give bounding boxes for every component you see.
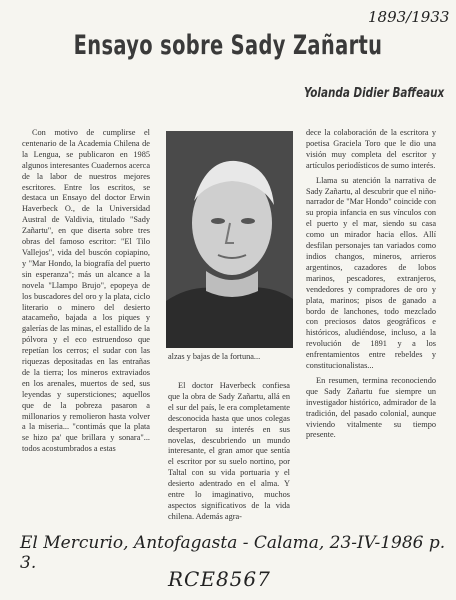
paragraph: dece la colaboración de la escritora y poetisa Graciela Toro que le dio una visión muy completa del escritor y artículos periodísticos de sumo interés. (306, 128, 436, 170)
caption-text: alzas y bajas de la fortuna... (168, 352, 261, 361)
column-1 (22, 128, 150, 459)
handwritten-source: El Mercurio, Antofagasta - Calama, 23-IV-1986 p. 3. (20, 533, 446, 573)
paragraph: Llama su atención la narrativa de Sady Zañartu, al descubrir que el niño-narrador de "Mar Hondo" coincide con su propia infancia en sus vínculos con el puerto y el mar, siendo su casa como un mirador hacia ellos. Allí desfilan personajes tan variados como indios changos, mineros, arrieros argentinos, cazadores de lobos marinos, pescadores, extranjeros, vendedores y compradores de oro y plata, marinos; pisos de ganado a bordo de lanchones, todo mezclado con preciosos datos geográficos e históricos, aludiéndose, incluso, a la revolución de 1891 y a los enfrentamientos entre rebeldes y constitucionalistas... (306, 175, 436, 371)
paragraph: Con motivo de cumplirse el centenario de la Academia Chilena de la Lengua, se publicaron en 1985 algunos interesantes Cuadernos acerca de la labor de nuestros mejores escritores. Entre los escritos, se destaca un Ensayo del doctor Erwin Haverbeck O., de la Universidad Austral de Valdivia, titulado "Sady Zañartu", en que diserta sobre tres obras del famoso escritor: "El Tilo Vallejos", vida del buscón copiapino, y "Mar Hondo, la biografía del puerto sin esperanza"; más un alcance a la novela "Llampo Brujo", epopeya de los buscadores del oro y la plata, ciclo literario o minero del desierto atacameño, bajada a los piques y galerías de las minas, el estallido de la pólvora y el eco estruendoso que repetían los cerros; el sudar con las riquezas depositadas en las entrañas de la tierra; los mineros extraviados en los arenales, muertos de sed, sus leyendas y supersticiones; aquellos que de la pobreza pasaron a millonarios y remolieron hasta volver a la miseria... "contimás que la plata se hizo pa' que brillara y sonara"... todos acostumbrados a estas (22, 128, 150, 454)
article-author: Yolanda Didier Baffeaux (303, 86, 444, 101)
handwritten-years: 1893/1933 (368, 8, 450, 26)
column-3 (306, 128, 436, 445)
column-2 (168, 381, 290, 527)
paragraph: El doctor Haverbeck confiesa que la obra de Sady Zañartu, allá en el sur del país, le era completamente desconocida hasta que unos colegas despertaron su interés en sus novelas, descubriendo un mundo interesante, el gran amor que sentía el escritor por su suelo nortino, por Taltal con su vida portuaria y el desierto adentrado en el alma. Y entre lo imaginativo, muchos aspectos significativos de la vida chilena. Además agra- (168, 381, 290, 521)
portrait-photo (166, 131, 293, 348)
article-title: Ensayo sobre Sady Zañartu (73, 30, 383, 61)
paragraph: En resumen, termina reconociendo que Sady Zañartu fue siempre un investigador histórico, admirador de la tradición, del pasado colonial, aunque viviendo vitalmente su tiempo presente. (306, 375, 436, 440)
handwritten-code: RCE8567 (168, 567, 271, 591)
